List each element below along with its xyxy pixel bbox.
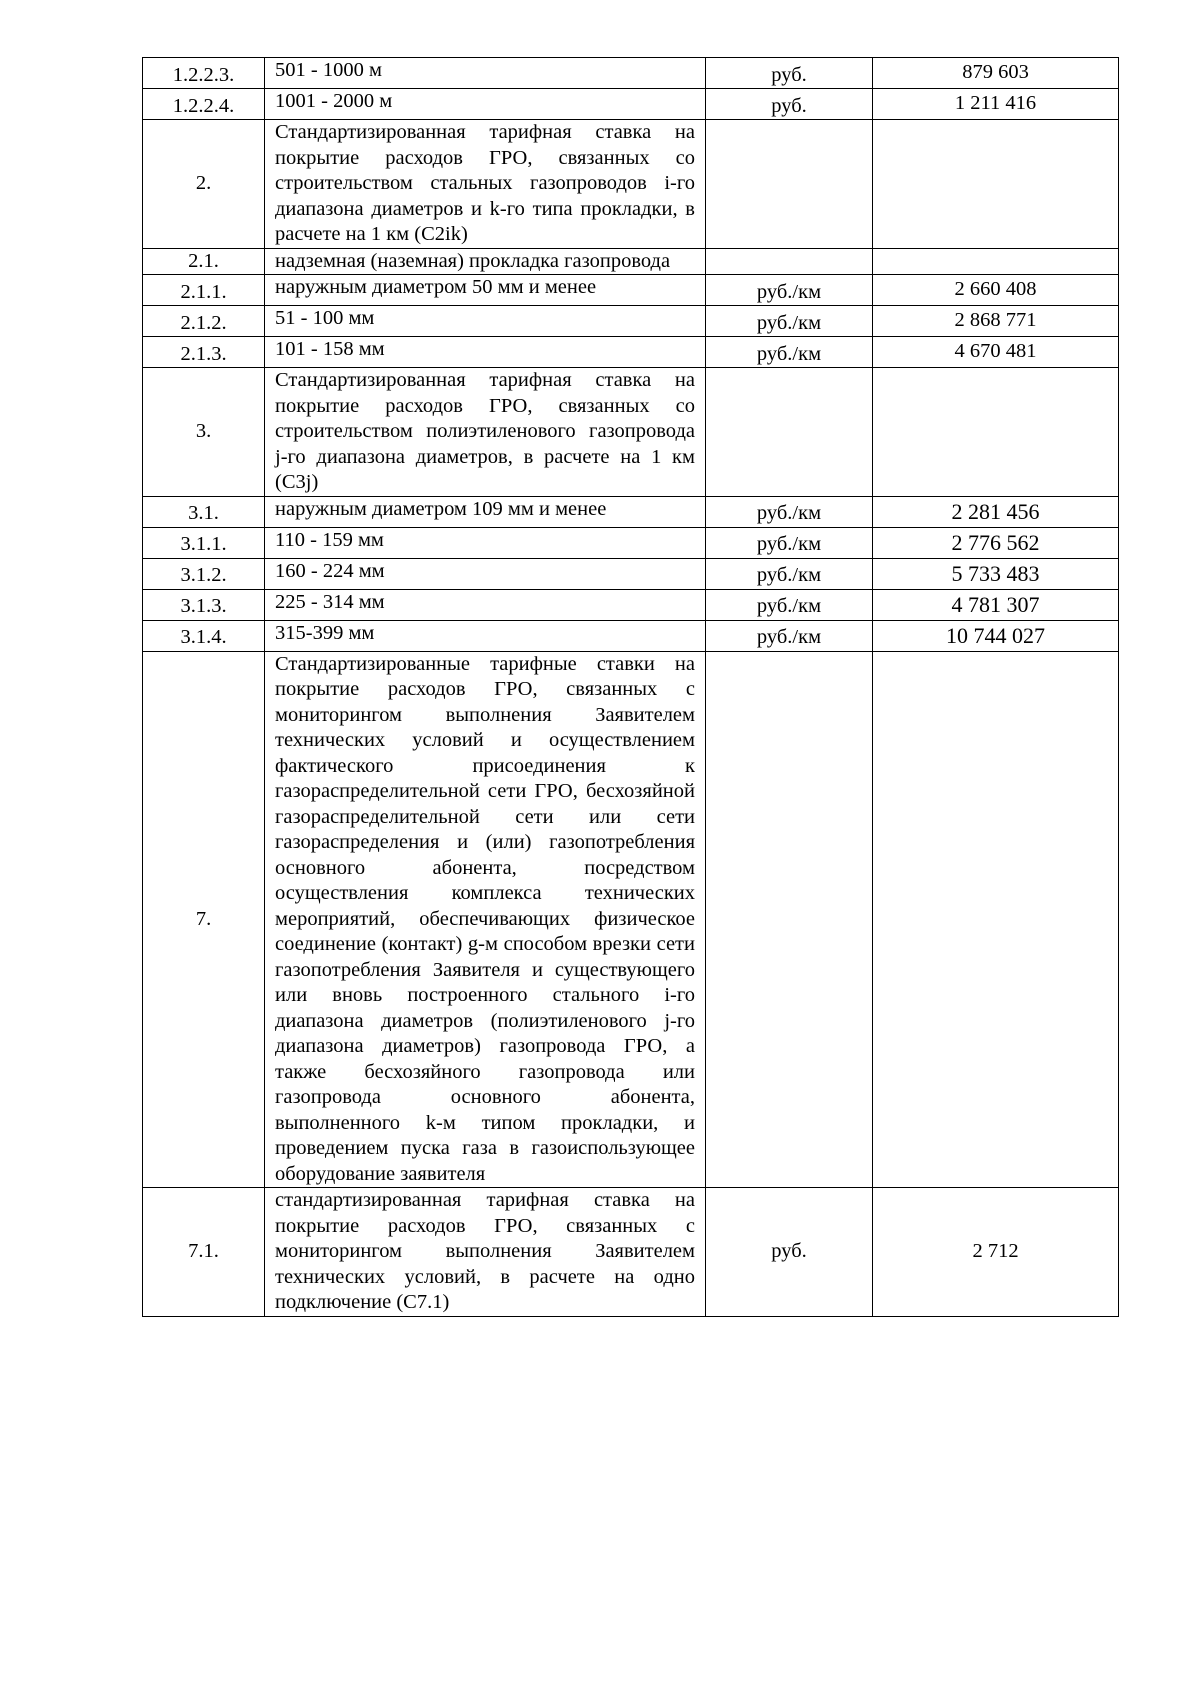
table-row (143, 248, 1119, 275)
row-description: наружным диаметром 109 мм и менее (265, 496, 706, 527)
row-value: 2 660 408 (873, 275, 1119, 306)
row-number: 1.2.2.4. (143, 89, 265, 120)
row-number: 2.1. (143, 248, 265, 275)
row-unit (706, 248, 873, 275)
row-number: 3.1.3. (143, 589, 265, 620)
row-value: 2 776 562 (873, 527, 1119, 558)
table-row (143, 337, 1119, 368)
row-description: Стандартизированные тарифные ставки на покрытие расходов ГРО, связанных с мониторингом выполнения Заявителем технических условий и осуществлением фактического присоединения к газораспределительной сети ГРО, бесхозяйной газораспределительной сети или сети газораспределения и (или) газопотребления основного абонента, посредством осуществления комплекса технических мероприятий, обеспечивающих физическое соединение (контакт) g-м способом врезки сети газопотребления Заявителя и существующего или вновь построенного стального i-го диапазона диаметров (полиэтиленового j-го диапазона диаметров) газопровода ГРО, а также бесхозяйного газопровода или газопровода основного абонента, выполненного k-м типом прокладки, и проведением пуска газа в газоиспользующее оборудование заявителя (265, 651, 706, 1188)
row-value: 5 733 483 (873, 558, 1119, 589)
row-description: надземная (наземная) прокладка газопровода (265, 248, 706, 275)
table-row (143, 89, 1119, 120)
row-value (873, 368, 1119, 497)
row-description: Стандартизированная тарифная ставка на покрытие расходов ГРО, связанных со строительством стальных газопроводов i-го диапазона диаметров и k-го типа прокладки, в расчете на 1 км (C2ik) (265, 120, 706, 249)
row-description: 101 - 158 мм (265, 337, 706, 368)
row-description: 501 - 1000 м (265, 58, 706, 89)
row-number: 3.1. (143, 496, 265, 527)
row-number: 2. (143, 120, 265, 249)
row-unit: руб./км (706, 337, 873, 368)
row-unit: руб./км (706, 527, 873, 558)
row-description: 225 - 314 мм (265, 589, 706, 620)
row-number: 7. (143, 651, 265, 1188)
row-value: 2 712 (873, 1188, 1119, 1317)
row-unit: руб./км (706, 558, 873, 589)
row-unit: руб./км (706, 620, 873, 651)
table-row (143, 620, 1119, 651)
row-value: 4 670 481 (873, 337, 1119, 368)
table-row (143, 558, 1119, 589)
row-number: 3.1.1. (143, 527, 265, 558)
row-number: 3. (143, 368, 265, 497)
table-row (143, 275, 1119, 306)
row-number: 7.1. (143, 1188, 265, 1317)
row-number: 2.1.2. (143, 306, 265, 337)
table-row (143, 306, 1119, 337)
table-row (143, 496, 1119, 527)
row-unit: руб. (706, 89, 873, 120)
row-unit (706, 120, 873, 249)
row-description: 1001 - 2000 м (265, 89, 706, 120)
row-value (873, 248, 1119, 275)
row-value: 2 281 456 (873, 496, 1119, 527)
table-row (143, 120, 1119, 249)
row-unit: руб. (706, 58, 873, 89)
row-unit: руб./км (706, 306, 873, 337)
table-row (143, 651, 1119, 1188)
table-row (143, 58, 1119, 89)
table-row (143, 368, 1119, 497)
row-number: 3.1.4. (143, 620, 265, 651)
row-description: наружным диаметром 50 мм и менее (265, 275, 706, 306)
row-description: 315-399 мм (265, 620, 706, 651)
row-unit: руб./км (706, 589, 873, 620)
row-unit: руб./км (706, 275, 873, 306)
row-value: 4 781 307 (873, 589, 1119, 620)
row-unit: руб./км (706, 496, 873, 527)
row-value: 879 603 (873, 58, 1119, 89)
row-value (873, 120, 1119, 249)
row-number: 1.2.2.3. (143, 58, 265, 89)
row-value (873, 651, 1119, 1188)
row-unit (706, 368, 873, 497)
row-value: 1 211 416 (873, 89, 1119, 120)
row-number: 2.1.3. (143, 337, 265, 368)
row-description: стандартизированная тарифная ставка на покрытие расходов ГРО, связанных с мониторингом выполнения Заявителем технических условий, в расчете на одно подключение (C7.1) (265, 1188, 706, 1317)
row-description: Стандартизированная тарифная ставка на покрытие расходов ГРО, связанных со строительством полиэтиленового газопровода j-го диапазона диаметров, в расчете на 1 км (C3j) (265, 368, 706, 497)
row-unit: руб. (706, 1188, 873, 1317)
tariff-table (142, 57, 1119, 1317)
row-description: 110 - 159 мм (265, 527, 706, 558)
table-row (143, 527, 1119, 558)
row-unit (706, 651, 873, 1188)
table-row (143, 589, 1119, 620)
row-description: 51 - 100 мм (265, 306, 706, 337)
row-number: 2.1.1. (143, 275, 265, 306)
row-number: 3.1.2. (143, 558, 265, 589)
table-row (143, 1188, 1119, 1317)
row-value: 10 744 027 (873, 620, 1119, 651)
tariff-table-body (143, 58, 1119, 1317)
row-description: 160 - 224 мм (265, 558, 706, 589)
row-value: 2 868 771 (873, 306, 1119, 337)
